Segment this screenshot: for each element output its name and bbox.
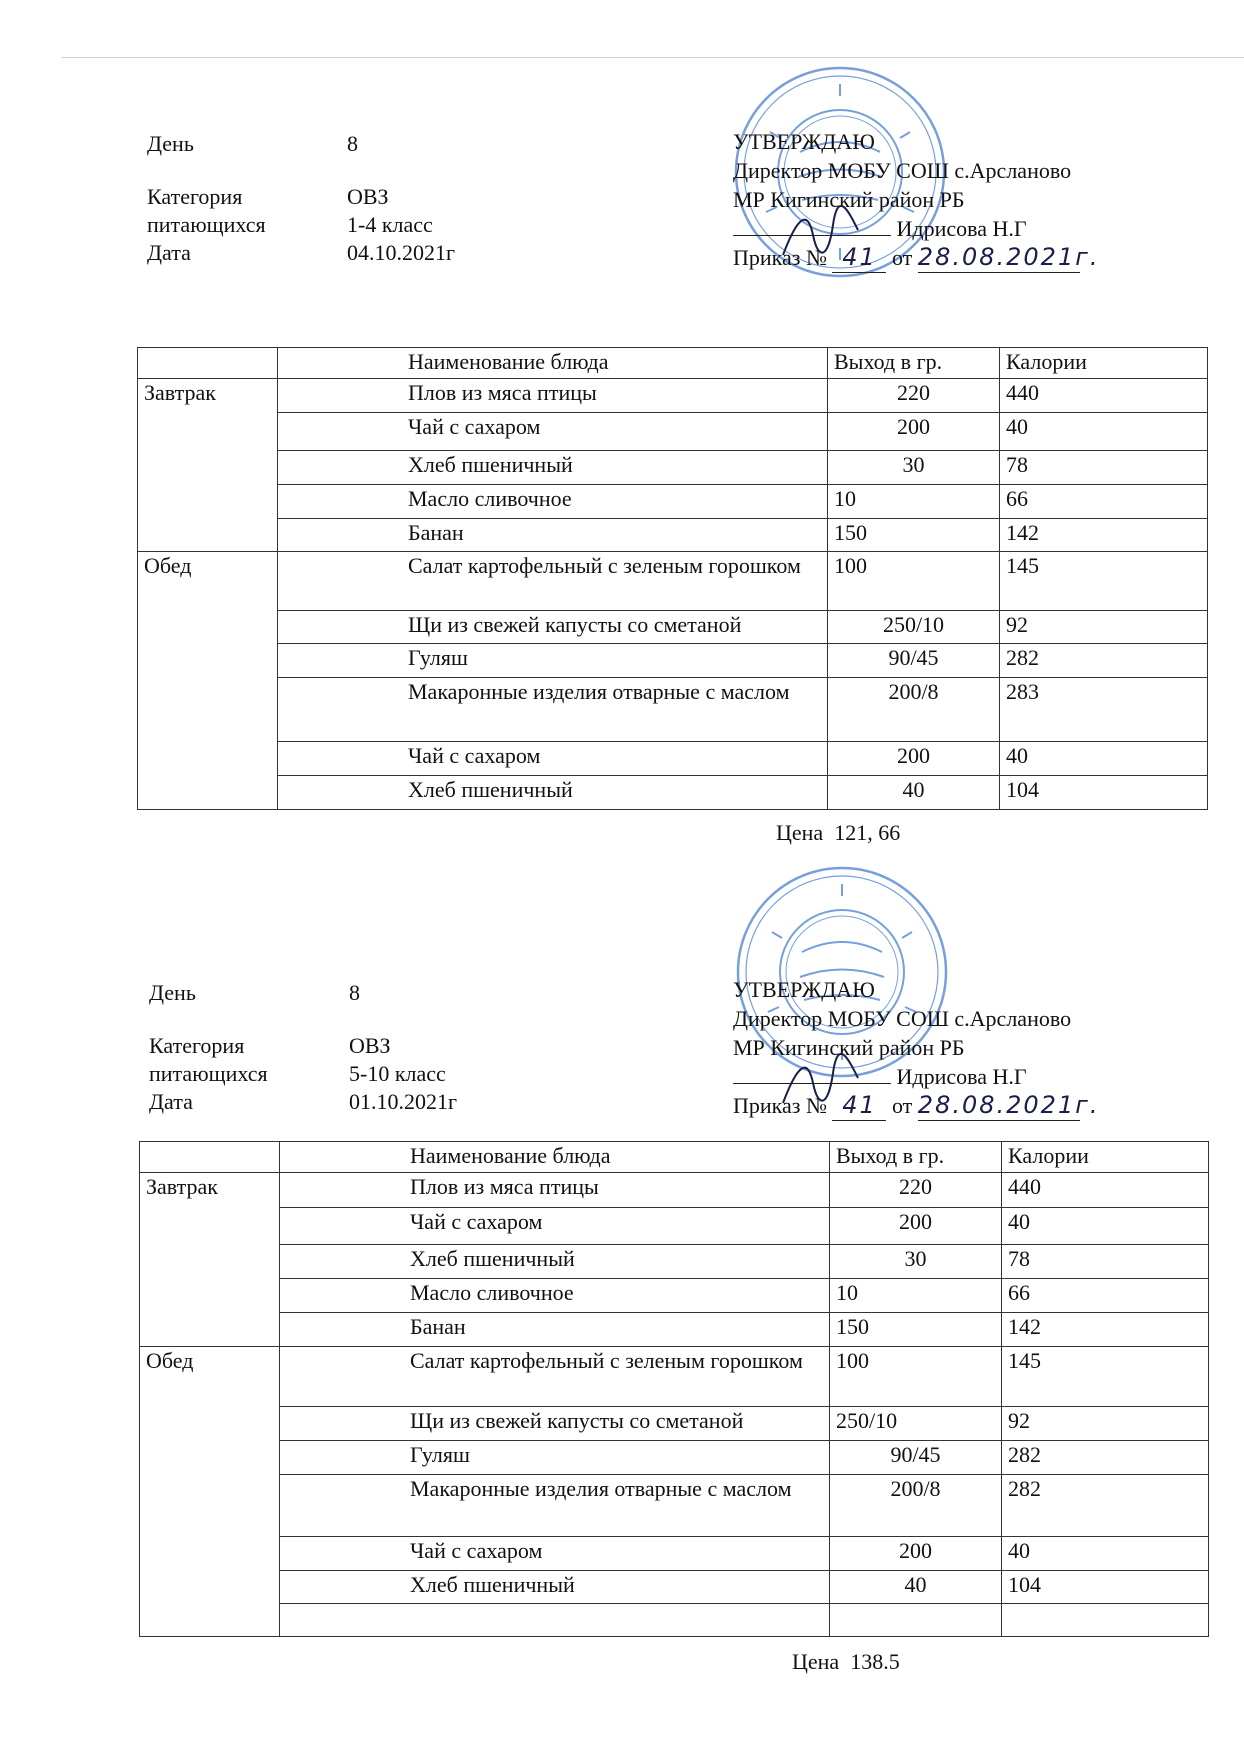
table-row [138,413,1208,451]
calories-cell: 142 [1000,519,1208,552]
dish-cell: Плов из мяса птицы [280,1173,830,1208]
order-number: 41 [842,1091,877,1119]
price-value: 138.5 [850,1649,900,1674]
yield-cell: 100 [828,552,1000,611]
dish-cell: Масло сливочное [280,1279,830,1313]
calories-cell: 282 [1000,644,1208,678]
price-line [776,820,900,846]
signature-line [733,214,1080,243]
meal-label-cell: Обед [138,552,278,810]
table-header-cell: Выход в гр. [828,348,1000,379]
table-header-cell [140,1142,280,1173]
yield-cell: 150 [830,1313,1002,1347]
table-row [138,379,1208,413]
dish-cell: Макаронные изделия отварные с маслом [280,1475,830,1537]
order-from-label: от [891,245,913,270]
table-header-cell [138,348,278,379]
approve-heading: УТВЕРЖДАЮ [733,977,875,1002]
calories-cell: 145 [1002,1347,1209,1407]
signature-line [733,1062,1080,1091]
table-header-row [138,348,1208,379]
meal-label-cell: Обед [140,1347,280,1637]
yield-cell: 200 [830,1537,1002,1571]
calories-cell: 40 [1002,1537,1209,1571]
empty-row [140,1604,1209,1637]
calories-cell: 282 [1002,1475,1209,1537]
menu-table-2 [139,1141,1209,1637]
director-line: Директор МОБУ СОШ с.Арсланово [733,1006,1072,1031]
yield-cell: 40 [828,776,1000,810]
date-label: Дата [147,240,191,265]
calories-cell: 40 [1000,742,1208,776]
director-name: Идрисова Н.Г [896,216,1027,241]
date-value: 01.10.2021г [349,1089,458,1114]
order-date: 28.08.2021г. [917,243,1100,271]
meal-label-cell: Завтрак [138,379,278,552]
price-label: Цена [776,820,824,845]
yield-cell: 150 [828,519,1000,552]
table-header-row [140,1142,1209,1173]
calories-cell: 145 [1000,552,1208,611]
calories-cell: 283 [1000,678,1208,742]
table-row [138,485,1208,519]
calories-cell: 40 [1000,413,1208,451]
dish-cell: Хлеб пшеничный [280,1245,830,1279]
order-from-label: от [891,1093,913,1118]
table-row [138,519,1208,552]
dish-cell: Салат картофельный с зеленым горошком [278,552,828,611]
table-row [140,1313,1209,1347]
menu-table-1 [137,347,1208,810]
category-label: Категория [149,1033,245,1058]
day-label: День [147,131,194,156]
price-line [792,1649,900,1675]
dish-cell: Банан [278,519,828,552]
eaters-label: питающихся [147,212,266,237]
yield-cell: 40 [830,1571,1002,1604]
day-value: 8 [347,131,358,156]
approval-block [733,975,1100,1121]
dish-cell: Масло сливочное [278,485,828,519]
table-row [138,552,1208,611]
table-row [140,1279,1209,1313]
empty-cell [280,1604,830,1637]
order-number: 41 [842,243,877,271]
dish-cell: Чай с сахаром [280,1537,830,1571]
day-value: 8 [349,980,360,1005]
dish-cell: Хлеб пшеничный [278,451,828,485]
table-row [140,1475,1209,1537]
table-row [140,1407,1209,1441]
yield-cell: 10 [830,1279,1002,1313]
signature-icon [773,1053,863,1113]
calories-cell: 66 [1002,1279,1209,1313]
yield-cell: 250/10 [828,611,1000,644]
yield-cell: 220 [830,1173,1002,1208]
yield-cell: 200/8 [828,678,1000,742]
meal-label-cell: Завтрак [140,1173,280,1347]
category-label: Категория [147,184,243,209]
dish-cell: Гуляш [280,1441,830,1475]
dish-cell: Хлеб пшеничный [278,776,828,810]
dish-cell: Чай с сахаром [280,1208,830,1245]
district-line: МР Кигинский район РБ [733,187,965,212]
empty-cell [1002,1604,1209,1637]
yield-cell: 100 [830,1347,1002,1407]
scan-edge-line [62,57,1244,58]
category-value: ОВЗ [347,184,389,209]
yield-cell: 90/45 [830,1441,1002,1475]
calories-cell: 440 [1002,1173,1209,1208]
grade-value: 1-4 класс [347,212,433,237]
table-row [140,1245,1209,1279]
calories-cell: 92 [1000,611,1208,644]
dish-cell: Плов из мяса птицы [278,379,828,413]
yield-cell: 200 [828,742,1000,776]
approve-heading: УТВЕРЖДАЮ [733,129,875,154]
table-row [138,611,1208,644]
order-date: 28.08.2021г. [917,1091,1100,1119]
calories-cell: 282 [1002,1441,1209,1475]
dish-cell: Чай с сахаром [278,413,828,451]
table-row [140,1347,1209,1407]
category-value: ОВЗ [349,1033,391,1058]
eaters-label: питающихся [149,1061,268,1086]
district-line: МР Кигинский район РБ [733,1035,965,1060]
table-header-cell: Калории [1002,1142,1209,1173]
yield-cell: 30 [830,1245,1002,1279]
calories-cell: 142 [1002,1313,1209,1347]
director-name: Идрисова Н.Г [896,1064,1027,1089]
dish-cell: Салат картофельный с зеленым горошком [280,1347,830,1407]
table-row [138,678,1208,742]
calories-cell: 92 [1002,1407,1209,1441]
price-label: Цена [792,1649,840,1674]
table-row [138,776,1208,810]
yield-cell: 30 [828,451,1000,485]
director-line: Директор МОБУ СОШ с.Арсланово [733,158,1072,183]
calories-cell: 440 [1000,379,1208,413]
dish-cell: Банан [280,1313,830,1347]
calories-cell: 78 [1002,1245,1209,1279]
approval-block [733,127,1100,273]
calories-cell: 78 [1000,451,1208,485]
order-label: Приказ № [733,1093,827,1118]
table-header-cell: Наименование блюда [278,348,828,379]
table-row [140,1441,1209,1475]
grade-value: 5-10 класс [349,1061,446,1086]
table-row [138,451,1208,485]
yield-cell: 10 [828,485,1000,519]
price-value: 121, 66 [834,820,901,845]
calories-cell: 40 [1002,1208,1209,1245]
yield-cell: 220 [828,379,1000,413]
table-header-cell: Выход в гр. [830,1142,1002,1173]
yield-cell: 90/45 [828,644,1000,678]
table-row [140,1537,1209,1571]
yield-cell: 250/10 [830,1407,1002,1441]
order-label: Приказ № [733,245,827,270]
yield-cell: 200 [828,413,1000,451]
dish-cell: Щи из свежей капусты со сметаной [278,611,828,644]
table-row [140,1173,1209,1208]
table-row [140,1208,1209,1245]
dish-cell: Макаронные изделия отварные с маслом [278,678,828,742]
table-row [140,1571,1209,1604]
dish-cell: Щи из свежей капусты со сметаной [280,1407,830,1441]
calories-cell: 104 [1002,1571,1209,1604]
dish-cell: Гуляш [278,644,828,678]
date-label: Дата [149,1089,193,1114]
empty-cell [830,1604,1002,1637]
yield-cell: 200/8 [830,1475,1002,1537]
table-row [138,644,1208,678]
date-value: 04.10.2021г [347,240,456,265]
dish-cell: Хлеб пшеничный [280,1571,830,1604]
day-label: День [149,980,196,1005]
calories-cell: 66 [1000,485,1208,519]
table-header-cell: Калории [1000,348,1208,379]
calories-cell: 104 [1000,776,1208,810]
table-header-cell: Наименование блюда [280,1142,830,1173]
signature-icon [773,205,863,265]
yield-cell: 200 [830,1208,1002,1245]
table-row [138,742,1208,776]
dish-cell: Чай с сахаром [278,742,828,776]
